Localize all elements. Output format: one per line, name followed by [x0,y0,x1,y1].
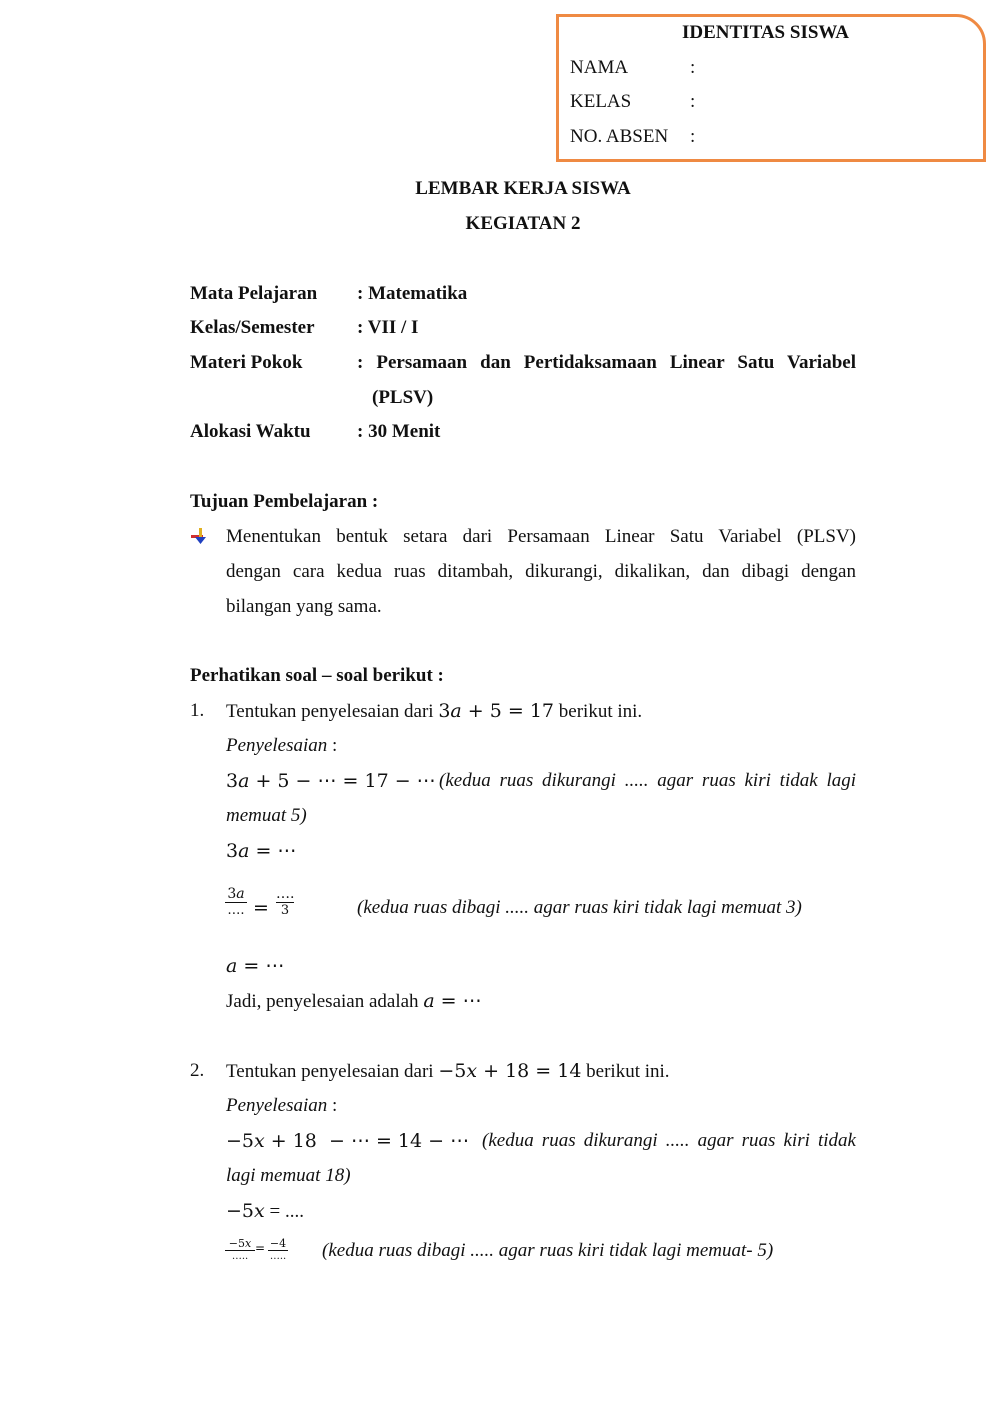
problem-1-fraction-left: 3𝑎 …. [225,886,247,918]
objectives-heading: Tujuan Pembelajaran : [190,491,379,512]
meta-label-subject: Mata Pelajaran [190,283,318,304]
problem-2-fraction-left: −5𝑥 ….. [225,1237,255,1263]
identity-label-kelas: KELAS [570,91,632,112]
meta-label-topic: Materi Pokok [190,352,303,373]
problem-1-step-3-note: (kedua ruas dibagi ..... agar ruas kiri tidak lagi memuat 3) [357,897,802,918]
problem-1-step-4: 𝑎 = ⋯ [226,955,285,977]
identity-sep-absen: : [690,126,696,147]
meta-value-time: : 30 Menit [357,421,441,442]
problem-1-step-1: 3𝑎 + 5 − ⋯ = 17 − ⋯ [226,770,436,792]
identity-label-absen: NO. ABSEN [570,126,669,147]
objective-line-1: Menentukan bentuk setara dari Persamaan Linear Satu Variabel (PLSV) [226,526,856,547]
problem-1-step-1-note-cont: memuat 5) [226,805,307,826]
problem-1-number: 1. [190,700,205,721]
meta-value-class: : VII / I [357,317,419,338]
problem-1-step-1-note: (kedua ruas dikurangi ..... agar ruas kiri tidak lagi [439,770,856,791]
document-subtitle: KEGIATAN 2 [465,213,581,234]
objective-line-3: bilangan yang sama. [226,596,382,617]
problem-2-fraction-right: −4 ….. [269,1237,287,1262]
problem-2-step-1-note-cont: lagi memuat 18) [226,1165,351,1186]
problem-1-conclusion: Jadi, penyelesaian adalah 𝑎 = ⋯ [226,990,482,1012]
identity-sep-nama: : [690,57,696,78]
problem-2-step-1: −5𝑥 + 18 − ⋯ = 14 − ⋯ [226,1130,470,1152]
problem-1-equation: 3𝑎 + 5 = 17 [438,700,555,722]
problem-1-fraction-right: …. 3 [276,886,295,918]
meta-label-time: Alokasi Waktu [190,421,311,442]
meta-value-topic: : Persamaan dan Pertidaksamaan Linear Satu Variabel [357,352,856,373]
identity-title: IDENTITAS SISWA [682,22,850,43]
meta-label-class: Kelas/Semester [190,317,315,338]
problem-1-step-2: 3𝑎 = ⋯ [226,840,297,862]
problem-1-prompt: Tentukan penyelesaian dari 3𝑎 + 5 = 17 berikut ini. [226,700,643,722]
problem-1-fraction-equals: = [253,897,269,919]
problems-heading: Perhatikan soal – soal berikut : [190,665,444,686]
problem-1-solution-label: Penyelesaian : [226,735,338,756]
problem-2-step-3-note: (kedua ruas dibagi ..... agar ruas kiri tidak lagi memuat- 5) [322,1240,774,1261]
identity-sep-kelas: : [690,91,696,112]
problem-2-step-1-note: (kedua ruas dikurangi ..... agar ruas kiri tidak [482,1130,856,1151]
arrow-bullet-icon [191,527,209,545]
document-title: LEMBAR KERJA SISWA [415,178,631,199]
problem-2-equation: −5𝑥 + 18 = 14 [438,1060,582,1082]
problem-2-number: 2. [190,1060,205,1081]
problem-2-fraction-equals: = [255,1241,266,1255]
objective-line-2: dengan cara kedua ruas ditambah, dikurangi, dikalikan, dan dibagi dengan [226,561,856,582]
problem-2-solution-label: Penyelesaian : [226,1095,338,1116]
problem-2-step-2: −5𝑥 = .... [226,1200,304,1222]
meta-value-topic-cont: (PLSV) [372,387,434,408]
identity-label-nama: NAMA [570,57,629,78]
meta-value-subject: : Matematika [357,283,468,304]
problem-2-prompt: Tentukan penyelesaian dari −5𝑥 + 18 = 14 berikut ini. [226,1060,670,1082]
